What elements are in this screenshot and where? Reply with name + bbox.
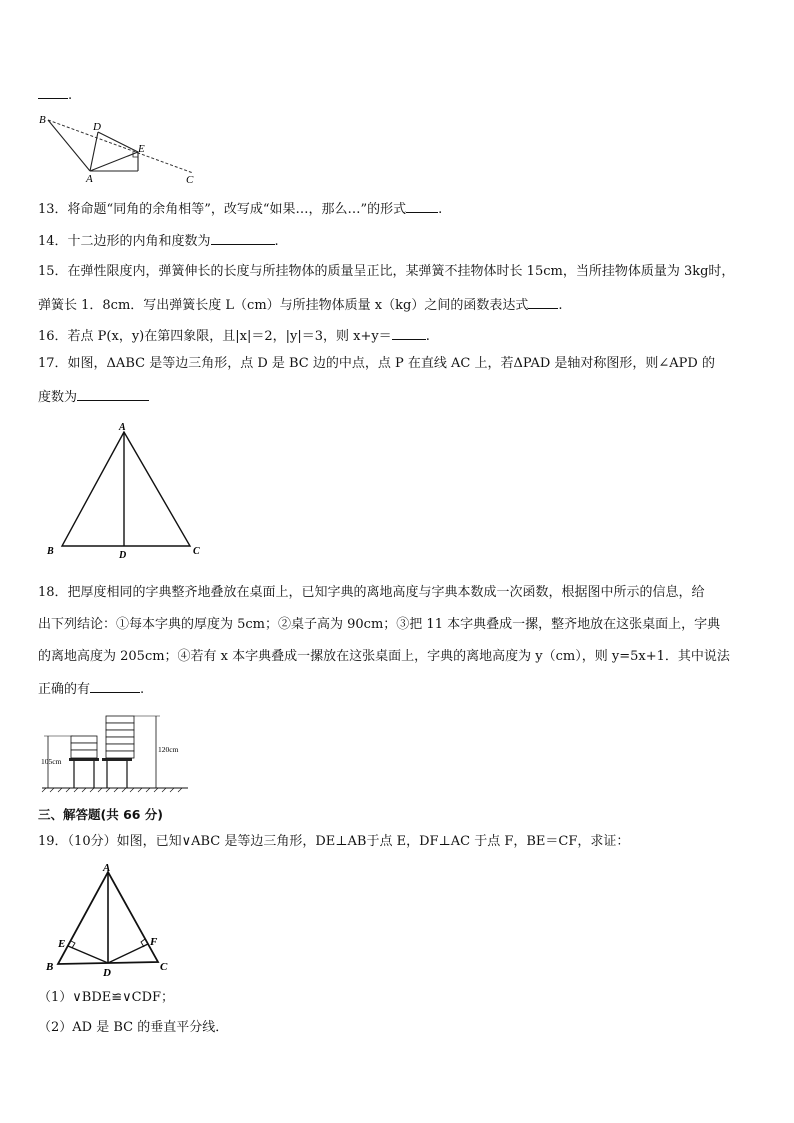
question-16-end: . [425,329,430,344]
question-13-end: . [438,202,443,217]
segment-ad [90,132,98,171]
answer-blank-17 [77,386,149,401]
question-15-line1 [38,262,734,282]
label-d: D [103,967,111,979]
segment-ae [90,152,138,171]
question-18-end: . [140,682,145,697]
section-3-title [38,805,163,825]
answer-blank-18 [90,678,140,693]
label-d: D [119,550,127,561]
left-height-label: 105cm [41,757,62,766]
ground-hatching [42,788,182,792]
question-17-text2: 度数为 [38,390,78,405]
answer-blank-14 [211,230,275,245]
question-18-line3 [38,647,730,667]
answer-blank [38,84,68,99]
question-19-part1-text: （1）∨BDE≌∨CDF； [38,990,175,1005]
question-13 [38,198,442,220]
question-15-text1: 15．在弹性限度内，弹簧伸长的长度与所挂物体的质量呈正比，某弹簧不挂物体时长 15cm，当所挂物体质量为 3kg时， [38,264,735,279]
segment-df [108,944,148,963]
dictionary-book [106,751,134,758]
right-table-top [102,758,132,761]
figure-q12 [38,110,198,185]
figure-q17 [40,420,215,565]
answer-blank-13 [406,198,438,213]
dictionary-book [106,730,134,737]
label-f: F [150,936,158,948]
question-16 [38,325,430,347]
question-17-line2 [38,386,149,408]
question-18-text4: 正确的有 [38,682,91,697]
section-3-text: 三、解答题(共 66 分) [38,807,164,822]
question-14-end: . [274,234,279,249]
dictionary-book [71,736,97,743]
label-a: A [119,422,126,433]
question-15-text2: 弹簧长 1．8cm．写出弹簧长度 L（cm）与所挂物体质量 x（kg）之间的函数表达式 [38,298,529,313]
question-15-line2 [38,294,562,316]
label-b: B [39,114,46,126]
left-table-top [69,758,99,761]
label-e: E [58,938,66,950]
figure-q19 [40,860,180,980]
question-14-text: 14．十二边形的内角和度数为 [38,234,211,249]
dictionary-book [71,743,97,750]
label-a: A [86,173,93,185]
question-16-text: 16．若点 P(x，y)在第四象限，且|x|＝2，|y|＝3，则 x+y＝ [38,329,392,344]
segment-de [98,132,138,152]
question-13-text: 13．将命题“同角的余角相等”，改写成“如果…，那么…”的形式 [38,202,407,217]
dictionary-book [106,744,134,751]
label-d: D [93,121,101,133]
question-18-text2: 出下列结论：①每本字典的厚度为 5cm；②桌子高为 90cm；③把 11 本字典叠成一摞，整齐地放在这张桌面上，字典 [38,617,721,632]
label-c: C [193,546,200,557]
question-17-line1 [38,354,715,374]
dictionary-book [106,737,134,744]
dictionary-book [71,750,97,758]
label-b: B [46,961,54,973]
question-19-part2-text: （2）AD 是 BC 的垂直平分线． [38,1020,229,1035]
top-answer-line [38,84,72,106]
question-18-text3: 的离地高度为 205cm；④若有 x 本字典叠成一摞放在这张桌面上，字典的离地高度为 y（cm），则 y=5x+1．其中说法 [38,649,730,664]
dictionary-book [106,716,134,723]
label-a: A [103,862,111,874]
label-c: C [186,174,194,185]
question-17-text1: 17．如图，ΔABC 是等边三角形，点 D 是 BC 边的中点，点 P 在直线 AC 上，若ΔPAD 是轴对称图形，则∠APD 的 [38,356,715,371]
triangle-abc [62,432,190,546]
segment-de [68,946,108,963]
right-height-label: 120cm [158,745,179,754]
question-18-line4 [38,678,144,700]
question-15-end: . [558,298,563,313]
dictionary-book [106,723,134,730]
top-tail: . [68,88,73,103]
question-19-part1 [38,988,174,1008]
figure-q18 [38,708,208,793]
question-14 [38,230,279,252]
question-19-part2 [38,1018,228,1038]
question-18-line1 [38,583,705,603]
question-19-text: 19．（10分）如图，已知∨ABC 是等边三角形，DE⊥AB于点 E，DF⊥AC 于点 F，BE＝CF，求证： [38,834,630,849]
question-19 [38,832,629,852]
label-c: C [160,961,168,973]
label-e: E [138,143,145,155]
label-b: B [47,546,54,557]
answer-blank-15 [528,294,558,309]
question-18-line2 [38,615,720,635]
answer-blank-16 [392,325,426,340]
question-18-text1: 18．把厚度相同的字典整齐地叠放在桌面上，已知字典的离地高度与字典本数成一次函数，根据图中所示的信息，给 [38,585,705,600]
